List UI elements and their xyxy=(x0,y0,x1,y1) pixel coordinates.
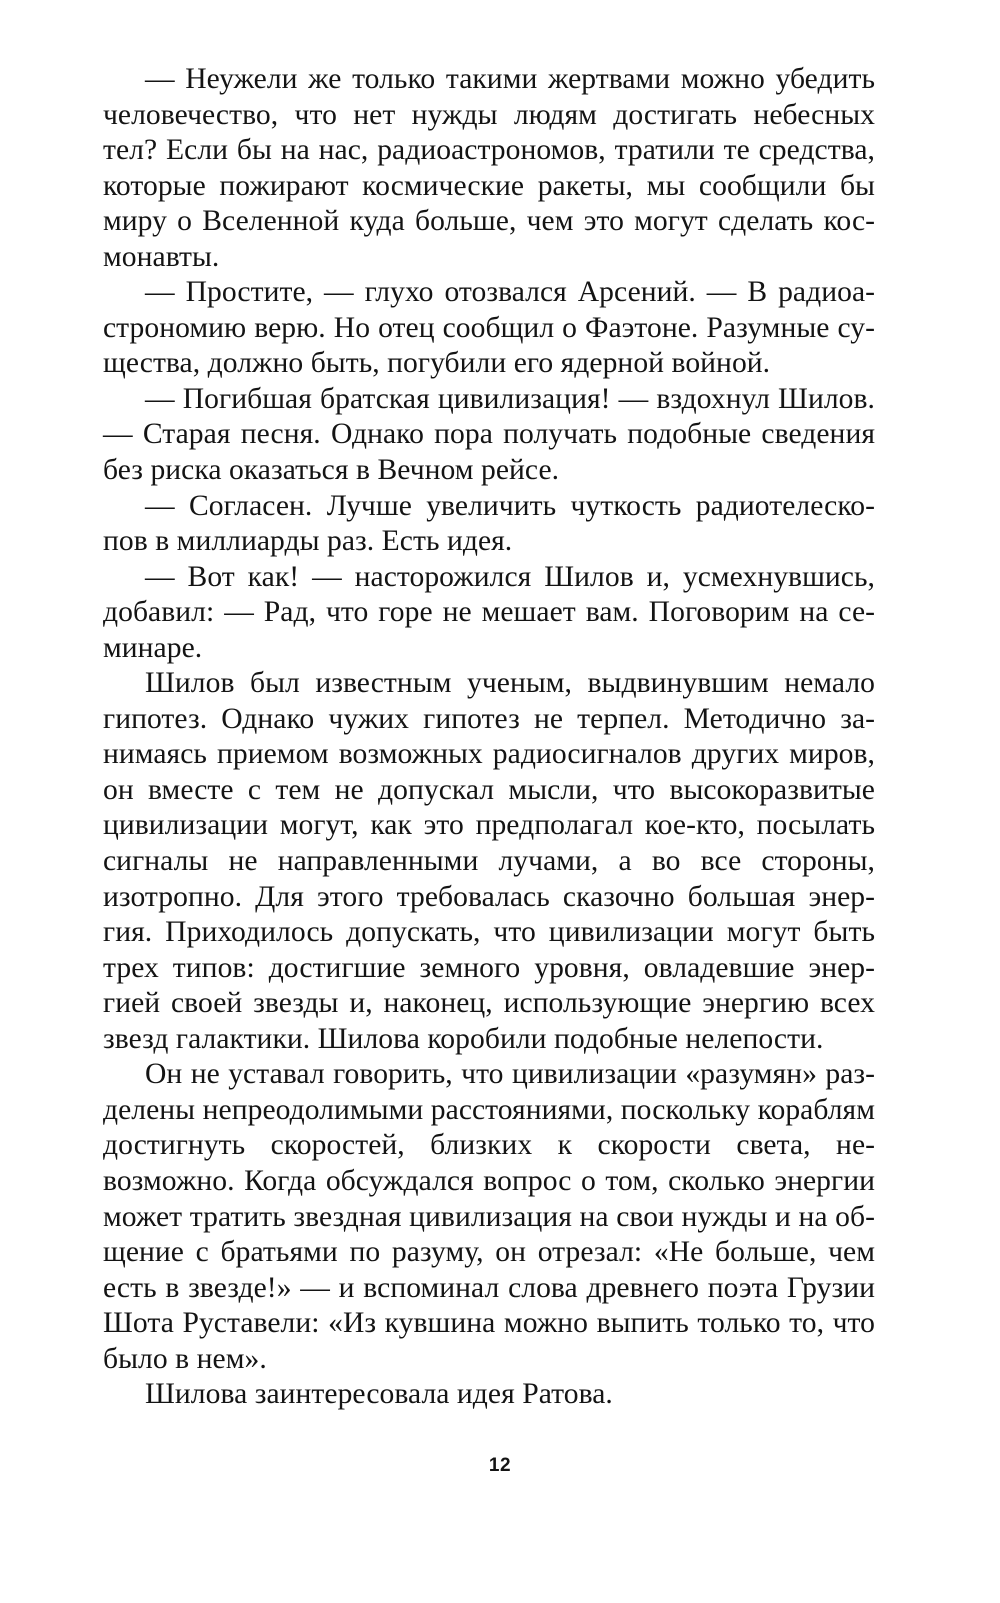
paragraph-7: Он не уставал говорить, что цивилизации «разумян» разделены непреодолимыми расстояниями, поскольку кораблям достигнуть скоростей, близких к скорости света, невозможно. Когда обсуждался вопрос о том, сколько энергии может тратить звездная цивилизация на свои нужды и на общение с братьями по разуму, он отрезал: «Не больше, чем есть в звезде!» — и вспоминал слова древнего поэта Грузии Шота Руставели: «Из кувшина можно выпить только то, что было в нем». xyxy=(103,1058,875,1375)
paragraph-1: — Неужели же только такими жертвами можно убедить человечество, что нет нужды людям достигать небесных тел? Если бы на нас, радиоастрономов, тратили те средства, которые пожирают космические ракеты, мы сообщили бы миру о Вселенной куда больше, чем это могут сделать космонавты. xyxy=(103,63,875,273)
paragraph-4: — Согласен. Лучше увеличить чуткость радиотелескопов в миллиарды раз. Есть идея. xyxy=(103,489,875,558)
paragraph-5: — Вот как! — насторожился Шилов и, усмехнувшись, добавил: — Рад, что горе не мешает вам. Поговорим на семинаре. xyxy=(103,560,875,664)
paragraph-3: — Погибшая братская цивилизация! — вздохнул Шилов. — Старая песня. Однако пора получать подобные сведения без риска оказаться в Вечном рейсе. xyxy=(103,382,875,487)
paragraph-8: Шилова заинтересовала идея Ратова. xyxy=(145,1378,613,1411)
page-number: 12 xyxy=(488,1455,512,1476)
paragraph-6: Шилов был известным ученым, выдвинувшим немало гипотез. Однако чужих гипотез не терпел. Методично занимаясь приемом возможных радиосигналов других миров, он вместе с тем не допускал мысли, что высокоразвитые цивилизации могут, как это предполагал кое-кто, посылать сигналы не направленными лучами, а во все стороны, изотропно. Для этого требовалась сказочно большая энергия. Приходилось допускать, что цивилизации могут быть трех типов: достигшие земного уровня, овладевшие энергией своей звезды и, наконец, использующие энергию всех звезд галактики. Шилова коробили подобные нелепости. xyxy=(103,667,875,1055)
paragraph-2: — Простите, — глухо отозвался Арсений. — В радиоастрономию верю. Но отец сообщил о Фаэтоне. Разумные существа, должно быть, погубили его ядерной войной. xyxy=(103,276,875,380)
body-text xyxy=(103,62,875,1413)
